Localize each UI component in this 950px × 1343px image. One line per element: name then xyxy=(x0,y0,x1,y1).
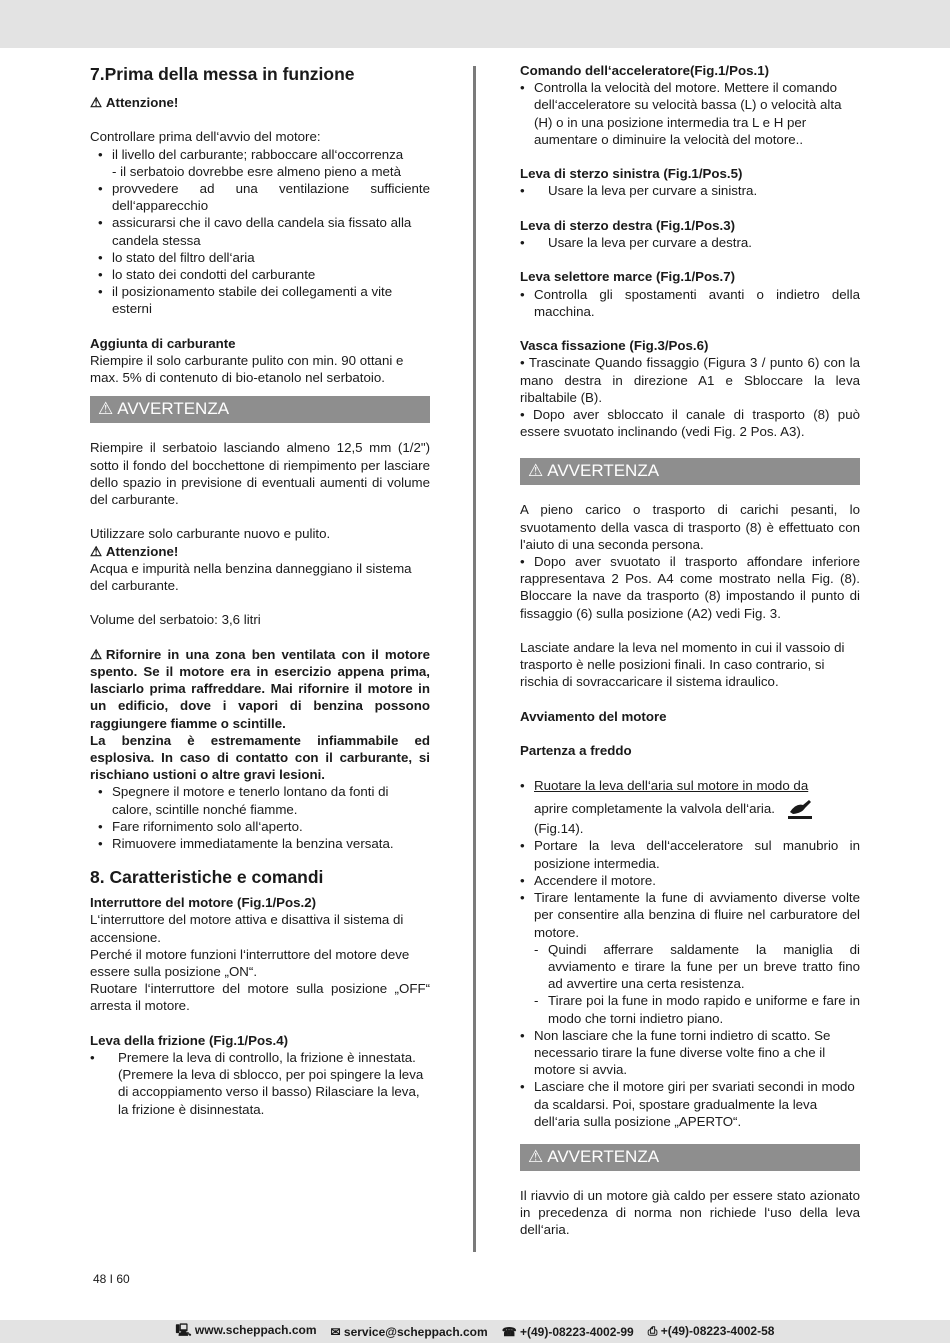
check-intro: Controllare prima dell‘avvio del motore: xyxy=(90,129,321,145)
warning-triangle-icon: ⚠ xyxy=(528,461,544,481)
refuel-warning: ⚠ Rifornire in una zona ben ventilata con il motore spento. Se il motore era in esercizio appena prima, lasciarlo prima raffreddare. Mai rifornire il motore in un edificio, dove i vapori di benzina possono raggiungere fiamme o scintille. xyxy=(90,646,430,731)
tray-text-1: • Trascinate Quando fissaggio (Figura 3 / punto 6) con la mano destra in direzione A1 e Sbloccare la leva ribaltabile (B). xyxy=(520,355,860,405)
attention-note-1: ⚠ Attenzione! xyxy=(90,95,179,110)
gear-heading: Leva selettore marce (Fig.1/Pos.7) xyxy=(520,269,736,285)
warning-banner: ⚠ AVVERTENZA xyxy=(90,396,430,423)
start-heading: Avviamento del motore xyxy=(520,708,667,724)
list-item: • il posizionamento stabile dei collegamenti a vite esterni xyxy=(90,283,430,317)
left-column xyxy=(90,62,430,1118)
cold-start-heading: Partenza a freddo xyxy=(520,743,632,759)
impurity-text: Acqua e impurità nella benzina danneggiano il sistema del carburante. xyxy=(90,560,412,594)
fill-text: Riempire il serbatoio lasciando almeno 12,5 mm (1/2") sotto il fondo del bocchettone di riempimento per lasciare dello spazio in previsione di eventuali aumenti di volume del carburante. xyxy=(90,440,430,508)
column-divider xyxy=(473,66,476,1252)
fax-icon: ⎙ xyxy=(647,1324,658,1338)
warning-triangle-icon: ⚠ xyxy=(98,399,114,419)
footer-contact-bar xyxy=(0,1320,950,1343)
steer-left-list xyxy=(520,182,860,199)
steer-left-heading: Leva di sterzo sinistra (Fig.1/Pos.5) xyxy=(520,166,743,182)
list-item: • Premere la leva di controllo, la frizione è innestata. (Premere la leva di sblocco, per poi spingere la leva di accoppiamento verso il basso) Rilasciare la leva, la frizione è disinnestata. xyxy=(90,1049,430,1118)
list-item: • Non lasciare che la fune torni indietro di scatto. Se necessario tirare la fune diverse volte fino a che il motore si avvia. xyxy=(520,1027,860,1079)
switch-text-3: Ruotare l‘interruttore del motore sulla posizione „OFF“ arresta il motore. xyxy=(90,981,430,1014)
warning-banner: ⚠ AVVERTENZA xyxy=(520,1144,860,1171)
warning-triangle-icon: ⚠ xyxy=(528,1146,544,1166)
switch-heading: Interruttore del motore (Fig.1/Pos.2) xyxy=(90,895,317,911)
clutch-list xyxy=(90,1049,430,1118)
list-item: • Spegnere il motore e tenerlo lontano da fonti di calore, scintille nonché fiamme. xyxy=(90,783,430,817)
list-item: • Usare la leva per curvare a sinistra. xyxy=(520,182,860,199)
list-item: • Portare la leva dell‘acceleratore sul manubrio in posizione intermedia. xyxy=(520,837,860,871)
section-7-title: 7.Prima della messa in funzione xyxy=(90,64,355,84)
warning-triangle-icon: ⚠ xyxy=(90,646,102,662)
computer-icon: 🖳 xyxy=(175,1323,192,1337)
tank-volume: Volume del serbatoio: 3,6 litri xyxy=(90,612,261,628)
mail-icon: ✉ xyxy=(330,1324,341,1339)
warning-triangle-icon: ⚠ xyxy=(90,95,102,110)
switch-text-2: Perché il motore funzioni l‘interruttore del motore deve essere sulla posizione „ON“. xyxy=(90,946,410,980)
list-item: • Ruotare la leva dell‘aria sul motore in modo da aprire completamente la valvola dell‘aria. (Fig.14). xyxy=(520,777,860,838)
steer-right-heading: Leva di sterzo destra (Fig.1/Pos.3) xyxy=(520,217,736,233)
clutch-heading: Leva della frizione (Fig.1/Pos.4) xyxy=(90,1032,289,1048)
page-number: 48 I 60 xyxy=(93,1272,130,1286)
list-item: - Quindi afferrare saldamente la maniglia di avviamento e tirare la fune per un breve tratto fino ad avvertire una certa resistenza. xyxy=(534,941,860,993)
release-text: Lasciate andare la leva nel momento in cui il vassoio di trasporto è nelle posizioni finali. In caso contrario, si rischia di sovraccaricare il sistema idraulico. xyxy=(520,640,845,690)
attention-note-2: ⚠ Attenzione! xyxy=(90,543,179,559)
flammable-warning: La benzina è estremamente infiammabile ed esplosiva. In caso di contatto con il carburante, si rischiano ustioni o altre gravi lesioni. xyxy=(90,732,430,783)
fuel-heading: Aggiunta di carburante xyxy=(90,335,236,351)
list-item: • Usare la leva per curvare a destra. xyxy=(520,234,860,251)
steer-right-list xyxy=(520,234,860,251)
email-link[interactable]: ✉ service@scheppach.com xyxy=(330,1324,488,1339)
check-list xyxy=(90,146,430,318)
load-text-1: A pieno carico o trasporto di carichi pesanti, lo svuotamento della vasca di trasporto (8) è effettuato con l'aiuto di una seconda persona. xyxy=(520,502,860,552)
list-item: • provvedere ad una ventilazione sufficiente dell‘apparecchio xyxy=(90,180,430,214)
list-item: • assicurarsi che il cavo della candela sia fissato alla candela stessa xyxy=(90,214,430,248)
list-item: - Tirare poi la fune in modo rapido e uniforme e fare in modo che torni indietro piano. xyxy=(534,992,860,1026)
clean-fuel-text: Utilizzare solo carburante nuovo e pulito. xyxy=(90,526,331,542)
throttle-list xyxy=(520,79,860,148)
list-item: • Tirare lentamente la fune di avviamento diverse volte per consentire alla benzina di fluire nel carburatore del motore. - Quindi afferrare saldamente la maniglia di avviamento e tirare la fune per un breve tratto fino ad avvertire una certa resistenza. - Tirare poi la fune in modo rapido e uniforme e fare in modo che torni indietro piano. xyxy=(520,889,860,1027)
list-item: • lo stato del filtro dell‘aria xyxy=(90,249,430,266)
tray-text-2: • Dopo aver sbloccato il canale di trasporto (8) può essere svuotato inclinando (vedi Fig. 2 Pos. A3). xyxy=(520,407,860,440)
right-column xyxy=(520,62,860,1239)
warm-start-text: Il riavvio di un motore già caldo per essere stato azionato in precedenza di norma non richiede l‘uso della leva dell‘aria. xyxy=(520,1187,860,1238)
warning-triangle-icon: ⚠ xyxy=(90,543,102,559)
header-band xyxy=(0,0,950,48)
refuel-list xyxy=(90,783,430,852)
list-item: • Controlla la velocità del motore. Mettere il comando dell‘acceleratore su velocità bassa (L) o velocità alta (H) o in una posizione intermedia tra L e H per aumentare o diminuire la velocità del motore.. xyxy=(520,79,860,148)
tray-heading: Vasca fissazione (Fig.3/Pos.6) xyxy=(520,338,709,354)
choke-icon xyxy=(787,798,813,820)
throttle-heading: Comando dell‘acceleratore(Fig.1/Pos.1) xyxy=(520,63,770,78)
list-item: • Accendere il motore. xyxy=(520,872,860,889)
list-item: • Controlla gli spostamenti avanti o indietro della macchina. xyxy=(520,286,860,320)
dash-list xyxy=(534,941,860,1027)
load-text-2: • Dopo aver svuotato il trasporto affondare inferiore rappresentava 2 Pos. A4 come mostrato nella Fig. (8). Bloccare la nave da trasporto (8) impostando il punto di fissaggio (6) sulla posizione (A2) vedi Fig. 3. xyxy=(520,554,860,621)
section-8-title: 8. Caratteristiche e comandi xyxy=(90,867,324,888)
fax-number: ⎙ +(49)-08223-4002-58 xyxy=(647,1324,775,1338)
website-link[interactable]: 🖳 www.scheppach.com xyxy=(175,1323,317,1337)
list-item: • Fare rifornimento solo all‘aperto. xyxy=(90,818,430,835)
fuel-text: Riempire il solo carburante pulito con min. 90 ottani e max. 5% di contenuto di bio-etanolo nel serbatoio. xyxy=(90,353,404,386)
gear-list xyxy=(520,286,860,320)
cold-start-list xyxy=(520,777,860,1130)
list-item: • il livello del carburante; rabboccare all‘occorrenza - il serbatoio dovrebbe esre almeno pieno a metà xyxy=(90,146,430,180)
switch-text-1: L‘interruttore del motore attiva e disattiva il sistema di accensione. xyxy=(90,912,404,945)
list-item: • Rimuovere immediatamente la benzina versata. xyxy=(90,835,430,852)
phone-number: ☎ +(49)-08223-4002-99 xyxy=(501,1324,634,1339)
list-item: • Lasciare che il motore giri per svariati secondi in modo da scaldarsi. Poi, spostare gradualmente la leva dell‘aria sulla posizione „APERTO“. xyxy=(520,1078,860,1130)
warning-banner: ⚠ AVVERTENZA xyxy=(520,458,860,485)
phone-icon: ☎ xyxy=(501,1324,517,1339)
list-item: • lo stato dei condotti del carburante xyxy=(90,266,430,283)
